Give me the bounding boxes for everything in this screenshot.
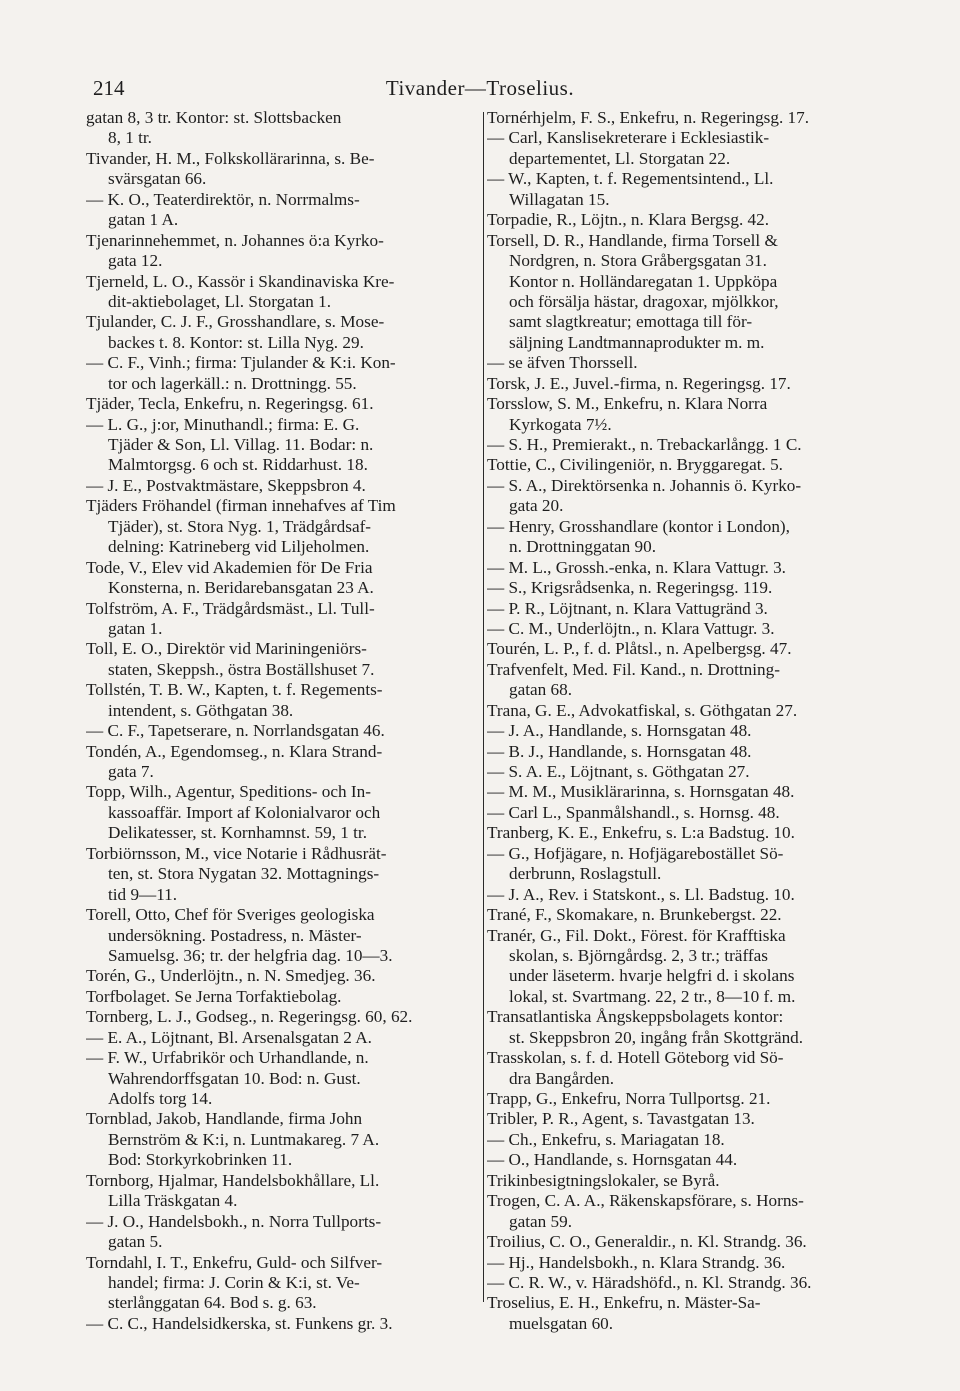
directory-line: Tranberg, K. E., Enkefru, s. L:a Badstug. 10.: [487, 823, 795, 843]
directory-line: Trikinbesigtningslokaler, se Byrå.: [487, 1170, 720, 1190]
directory-line: departementet, Ll. Storgatan 22.: [509, 148, 731, 168]
directory-line: — F. W., Urfabrikör och Urhandlande, n.: [86, 1048, 369, 1068]
directory-line: Topp, Wilh., Agentur, Speditions- och In-: [86, 782, 371, 802]
directory-line: — L. G., j:or, Minuthandl.; firma: E. G.: [86, 414, 360, 434]
directory-line: gatan 8, 3 tr. Kontor: st. Slottsbacken: [86, 108, 342, 127]
directory-line: — W., Kapten, t. f. Regementsintend., Ll.: [487, 169, 774, 189]
directory-line: — E. A., Löjtnant, Bl. Arsenalsgatan 2 A.: [86, 1027, 372, 1047]
directory-line: — P. R., Löjtnant, n. Klara Vattugränd 3.: [487, 598, 768, 618]
directory-line: Torsk, J. E., Juvel.-firma, n. Regeringsg. 17.: [487, 373, 791, 393]
directory-line: Tjenarinnehemmet, n. Johannes ö:a Kyrko-: [86, 230, 384, 250]
directory-line: Samuelsg. 36; tr. der helgfria dag. 10—3.: [108, 945, 393, 965]
directory-line: Trapp, G., Enkefru, Norra Tullportsg. 21.: [487, 1089, 771, 1108]
directory-line: Tjerneld, L. O., Kassör i Skandinaviska Kre-: [86, 271, 395, 291]
directory-line: gatan 1.: [108, 618, 163, 638]
directory-line: lokal, st. Svartmang. 22, 2 tr., 8—10 f. m.: [509, 986, 796, 1006]
directory-line: — M. L., Grossh.-enka, n. Klara Vattugr. 3.: [487, 557, 786, 577]
directory-line: Bernström & K:i, n. Luntmakareg. 7 A.: [108, 1129, 380, 1149]
directory-line: — J. A., Handlande, s. Hornsgatan 48.: [487, 721, 752, 741]
directory-line: Tollstén, T. B. W., Kapten, t. f. Regements-: [86, 680, 383, 700]
directory-line: Tornérhjelm, F. S., Enkefru, n. Regeringsg. 17.: [487, 108, 810, 127]
directory-line: Tornblad, Jakob, Handlande, firma John: [86, 1109, 363, 1129]
directory-line: Tjäder, Tecla, Enkefru, n. Regeringsg. 61.: [86, 394, 374, 414]
directory-line: Transatlantiska Ångskeppsbolagets kontor:: [487, 1007, 784, 1027]
directory-line: samt slagtkreatur; emottaga till för-: [509, 312, 753, 332]
directory-line: Torbiörnsson, M., vice Notarie i Rådhusrät-: [86, 843, 387, 863]
directory-line: — C. M., Underlöjtn., n. Klara Vattugr. 3.: [487, 618, 775, 638]
directory-line: kassoaffär. Import af Kolonialvaror och: [108, 802, 381, 822]
directory-line: Torsell, D. R., Handlande, firma Torsell &: [487, 230, 778, 250]
directory-line: dra Bangården.: [509, 1068, 614, 1088]
directory-line: Delikatesser, st. Kornhamnst. 59, 1 tr.: [108, 823, 367, 843]
directory-line: — S. A. E., Löjtnant, s. Göthgatan 27.: [487, 762, 750, 781]
directory-line: gatan 59.: [509, 1211, 573, 1231]
directory-line: ten, st. Stora Nygatan 32. Mottagnings-: [108, 864, 380, 884]
directory-line: Tjäder), st. Stora Nyg. 1, Trädgårdsaf-: [108, 516, 372, 536]
directory-line: Torell, Otto, Chef för Sveriges geologiska: [86, 905, 375, 925]
left-column: [86, 108, 481, 1334]
directory-line: Tornberg, L. J., Godseg., n. Regeringsg. 60, 62.: [86, 1007, 413, 1027]
directory-line: Kontor n. Holländaregatan 1. Uppköpa: [509, 271, 778, 291]
directory-line: gata 7.: [108, 762, 154, 781]
directory-line: — C. F., Tapetserare, n. Norrlandsgatan 46.: [86, 721, 385, 741]
directory-line: Tjäder & Son, Ll. Villag. 11. Bodar: n.: [108, 435, 374, 454]
directory-line: — B. J., Handlande, s. Hornsgatan 48.: [487, 741, 752, 761]
directory-line: Tjulander, C. J. F., Grosshandlare, s. Mose-: [86, 312, 385, 332]
directory-line: intendent, s. Göthgatan 38.: [108, 700, 294, 720]
directory-line: Tranér, G., Fil. Dokt., Förest. för Krafftiska: [487, 925, 786, 945]
directory-line: — J. A., Rev. i Statskont., s. Ll. Badstug. 10.: [487, 884, 795, 904]
directory-line: — C. R. W., v. Häradshöfd., n. Kl. Strandg. 36.: [487, 1272, 812, 1292]
directory-line: Trané, F., Skomakare, n. Brunkebergst. 22.: [487, 905, 782, 925]
directory-line: 8, 1 tr.: [108, 128, 152, 148]
directory-line: Trana, G. E., Advokatfiskal, s. Göthgatan 27.: [487, 700, 798, 720]
directory-line: Torndahl, I. T., Enkefru, Guld- och Silfver-: [86, 1252, 383, 1272]
directory-line: tor och lagerkäll.: n. Drottningg. 55.: [108, 373, 357, 393]
directory-line: — Ch., Enkefru, s. Mariagatan 18.: [487, 1129, 725, 1149]
directory-line: muelsgatan 60.: [509, 1313, 614, 1333]
directory-line: säljning Landtmannaprodukter m. m.: [509, 332, 765, 352]
directory-line: svärsgatan 66.: [108, 169, 207, 189]
directory-line: — se äfven Thorssell.: [487, 353, 638, 373]
right-column: [487, 108, 899, 1334]
directory-line: Torfbolaget. Se Jerna Torfaktiebolag.: [86, 986, 342, 1006]
directory-line: Malmtorgsg. 6 och st. Riddarhust. 18.: [108, 455, 368, 475]
directory-line: — C. C., Handelsidkerska, st. Funkens gr. 3.: [86, 1313, 393, 1333]
directory-line: Tourén, L. P., f. d. Plåtsl., n. Apelbergsg. 47.: [487, 639, 792, 659]
directory-line: — G., Hofjägare, n. Hofjägarebostället Sö-: [487, 843, 784, 863]
directory-line: under läseterm. hvarje helgfri d. i skolans: [509, 966, 795, 986]
directory-line: Troilius, C. O., Generaldir., n. Kl. Strandg. 36.: [487, 1232, 807, 1252]
directory-line: gatan 5.: [108, 1232, 163, 1252]
directory-line: — Hj., Handelsbokh., n. Klara Strandg. 36.: [487, 1252, 786, 1272]
directory-line: Tottie, C., Civilingeniör, n. Bryggaregat. 5.: [487, 455, 783, 475]
column-divider: [483, 112, 484, 1302]
directory-line: gatan 68.: [509, 680, 573, 700]
directory-line: Lilla Träskgatan 4.: [108, 1191, 238, 1211]
directory-line: Toll, E. O., Direktör vid Mariningeniörs-: [86, 639, 367, 659]
directory-line: gatan 1 A.: [108, 210, 179, 230]
running-head: Tivander—Troselius.: [385, 76, 575, 100]
directory-line: Nordgren, n. Stora Gråbergsgatan 31.: [509, 251, 767, 271]
directory-line: Willagatan 15.: [509, 189, 610, 209]
directory-line: skolan, s. Björngårdsg. 2, 3 tr.; träffas: [509, 945, 768, 965]
directory-line: Adolfs torg 14.: [108, 1089, 213, 1108]
directory-line: — O., Handlande, s. Hornsgatan 44.: [487, 1150, 738, 1170]
directory-line: — J. E., Postvaktmästare, Skeppsbron 4.: [86, 475, 366, 495]
directory-line: Troselius, E. H., Enkefru, n. Mäster-Sa-: [487, 1293, 761, 1313]
directory-line: n. Drottninggatan 90.: [509, 537, 657, 557]
directory-line: gata 12.: [108, 251, 163, 271]
directory-line: Tode, V., Elev vid Akademien för De Fria: [86, 557, 373, 577]
directory-line: gata 20.: [509, 496, 564, 516]
directory-line: delning: Katrineberg vid Liljeholmen.: [108, 537, 370, 557]
directory-line: dit-aktiebolaget, Ll. Storgatan 1.: [108, 291, 332, 311]
directory-line: — Henry, Grosshandlare (kontor i London),: [487, 516, 790, 536]
directory-line: tid 9—11.: [108, 884, 178, 904]
directory-line: Torsslow, S. M., Enkefru, n. Klara Norra: [487, 394, 768, 414]
directory-line: derbrunn, Roslagstull.: [509, 864, 662, 884]
directory-line: — Carl, Kanslisekreterare i Ecklesiastik-: [487, 128, 770, 148]
directory-line: Tolfström, A. F., Trädgårdsmäst., Ll. Tull-: [86, 598, 375, 618]
directory-line: st. Skeppsbron 20, ingång från Skottgränd.: [509, 1027, 804, 1047]
directory-line: Tivander, H. M., Folkskollärarinna, s. Be-: [86, 148, 375, 168]
directory-line: Tjäders Fröhandel (firman innehafves af Tim: [86, 496, 396, 516]
directory-line: undersökning. Postadress, n. Mäster-: [108, 925, 362, 945]
directory-line: — C. F., Vinh.; firma: Tjulander & K:i. Kon-: [86, 353, 396, 373]
directory-line: — S., Krigsrådsenka, n. Regeringsg. 119.: [487, 578, 773, 598]
page-header: [0, 70, 960, 106]
directory-line: — Carl L., Spanmålshandl., s. Hornsg. 48.: [487, 802, 780, 822]
directory-line: sterlånggatan 64. Bod s. g. 63.: [108, 1293, 317, 1313]
directory-line: backes t. 8. Kontor: st. Lilla Nyg. 29.: [108, 332, 364, 352]
directory-line: Tondén, A., Egendomseg., n. Klara Strand-: [86, 741, 383, 761]
directory-line: Tornborg, Hjalmar, Handelsbokhållare, Ll.: [86, 1170, 380, 1190]
page-number: 214: [93, 76, 125, 100]
directory-line: Trasskolan, s. f. d. Hotell Göteborg vid Sö-: [487, 1048, 784, 1068]
directory-line: Wahrendorffsgatan 10. Bod: n. Gust.: [108, 1068, 361, 1088]
directory-line: staten, Skeppsh., östra Boställshuset 7.: [108, 659, 375, 679]
directory-line: Bod: Storkyrkobrinken 11.: [108, 1150, 293, 1170]
directory-line: Trogen, C. A. A., Räkenskapsförare, s. Horns-: [487, 1191, 804, 1211]
directory-line: Konsterna, n. Beridarebansgatan 23 A.: [108, 578, 374, 598]
directory-line: — J. O., Handelsbokh., n. Norra Tullports-: [86, 1211, 382, 1231]
directory-line: och försälja hästar, dragoxar, mjölkkor,: [509, 291, 779, 311]
directory-line: — M. M., Musiklärarinna, s. Hornsgatan 48.: [487, 782, 795, 802]
directory-line: Torpadie, R., Löjtn., n. Klara Bergsg. 42.: [487, 210, 770, 230]
directory-line: handel; firma: J. Corin & K:i, st. Ve-: [108, 1272, 360, 1292]
directory-line: — S. H., Premierakt., n. Trebackarlångg. 1 C.: [487, 435, 802, 454]
directory-line: — K. O., Teaterdirektör, n. Norrmalms-: [86, 189, 360, 209]
directory-line: Torén, G., Underlöjtn., n. N. Smedjeg. 36.: [86, 966, 376, 986]
directory-line: — S. A., Direktörsenka n. Johannis ö. Kyrko-: [487, 475, 802, 495]
directory-line: Kyrkogata 7½.: [509, 414, 612, 434]
directory-line: Tribler, P. R., Agent, s. Tavastgatan 13.: [487, 1109, 755, 1129]
directory-line: Trafvenfelt, Med. Fil. Kand., n. Drottning-: [487, 659, 780, 679]
